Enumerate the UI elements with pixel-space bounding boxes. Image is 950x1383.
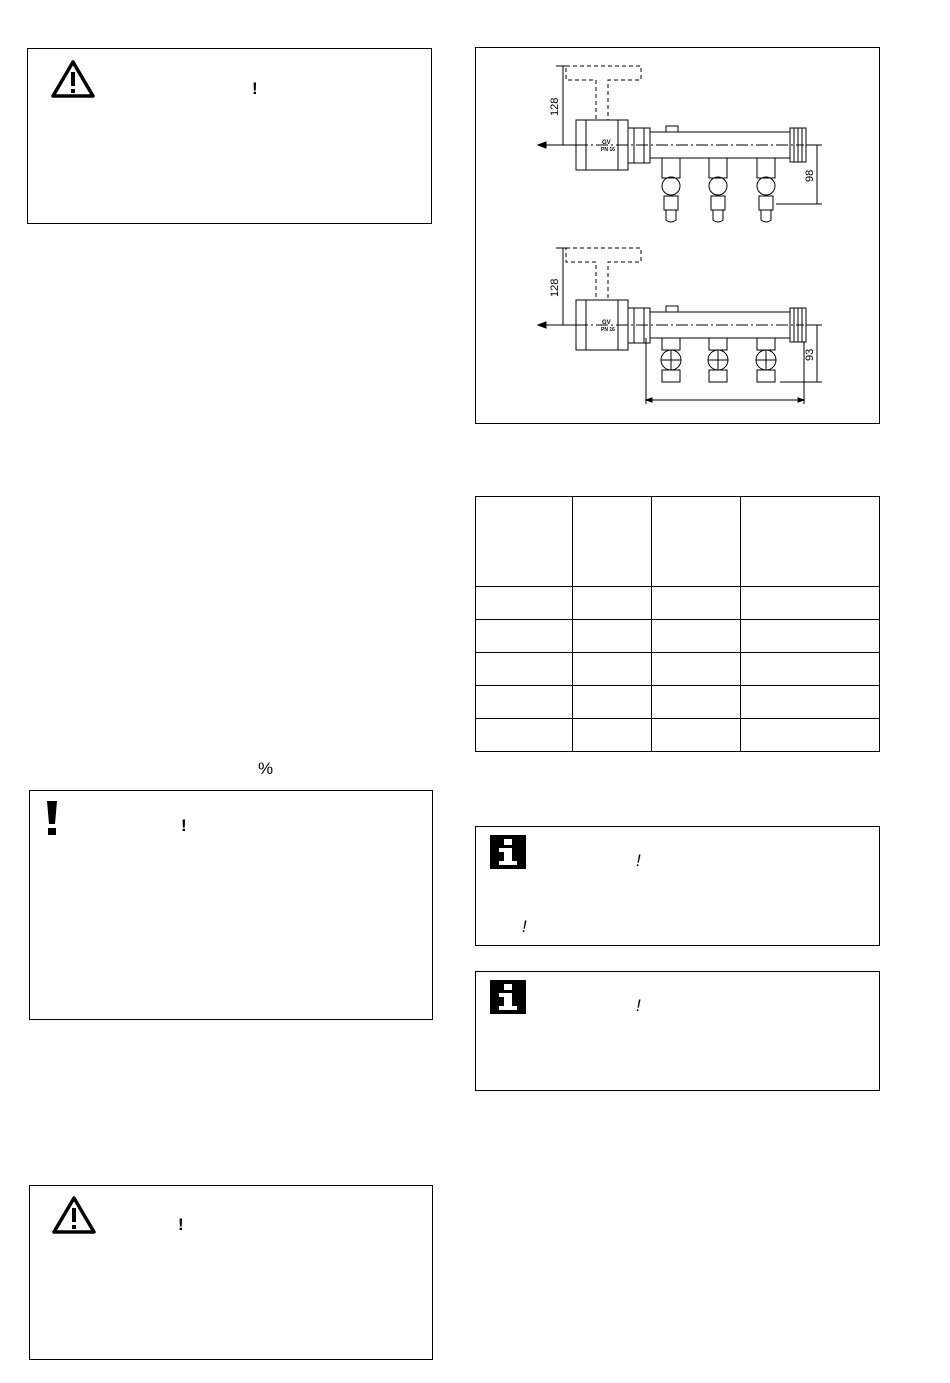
valve-marking-bottom-1: GV	[602, 320, 611, 326]
table-cell	[651, 719, 741, 752]
info-mark: !	[522, 917, 527, 936]
table-cell	[572, 653, 651, 686]
table-cell	[572, 719, 651, 752]
exclamation-icon	[44, 800, 60, 836]
table-row	[476, 653, 880, 686]
spec-table	[475, 496, 880, 752]
warning-mark: !	[252, 79, 258, 98]
percent-sign: %	[258, 759, 274, 778]
table-cell	[741, 497, 880, 587]
table-cell	[572, 686, 651, 719]
table-cell	[476, 620, 573, 653]
dim-top-height: 128	[549, 97, 561, 116]
manifold-top	[538, 66, 822, 222]
valve-marking-top-1: GV	[602, 140, 611, 146]
warning-box-top	[27, 48, 432, 224]
info-icon	[490, 835, 526, 869]
table-cell	[651, 497, 741, 587]
table-cell	[651, 686, 741, 719]
valve-marking-top-2: PN 16	[601, 147, 615, 153]
table-header-row	[476, 497, 880, 587]
table-cell	[572, 497, 651, 587]
info-mark: !	[636, 851, 641, 870]
warning-triangle-icon	[50, 59, 96, 99]
table-cell	[741, 653, 880, 686]
table-row	[476, 620, 880, 653]
table-cell	[741, 719, 880, 752]
table-cell	[476, 653, 573, 686]
table-cell	[476, 587, 573, 620]
table-row	[476, 719, 880, 752]
info-box-1	[475, 826, 880, 946]
table-row	[476, 686, 880, 719]
outlet-bottom-1	[661, 338, 681, 382]
table-cell	[572, 587, 651, 620]
outlet-top-3	[757, 158, 775, 222]
warning-box-bottom	[29, 1185, 433, 1360]
table-row	[476, 587, 880, 620]
manifold-bottom	[538, 248, 822, 404]
table-cell	[476, 719, 573, 752]
table-cell	[476, 497, 573, 587]
dim-top-spacing: 98	[804, 169, 816, 182]
outlet-top-2	[709, 158, 727, 222]
warning-triangle-icon	[51, 1195, 97, 1235]
caution-mark: !	[181, 816, 187, 835]
dim-bottom-spacing: 93	[804, 348, 816, 361]
technical-drawing-frame	[475, 47, 880, 424]
table-cell	[651, 587, 741, 620]
warning-mark: !	[178, 1215, 184, 1234]
table-cell	[651, 653, 741, 686]
table-cell	[741, 587, 880, 620]
valve-marking-bottom-2: PN 16	[601, 327, 615, 333]
dim-bottom-height: 128	[549, 278, 561, 297]
info-box-2	[475, 971, 880, 1091]
table-cell	[741, 620, 880, 653]
outlet-top-1	[662, 158, 680, 222]
info-icon	[490, 980, 526, 1014]
table-cell	[651, 620, 741, 653]
info-mark: !	[636, 996, 641, 1015]
manifold-drawing	[476, 48, 879, 423]
outlet-bottom-2	[708, 338, 728, 382]
outlet-bottom-3	[756, 338, 776, 382]
table-cell	[476, 686, 573, 719]
table-cell	[572, 620, 651, 653]
caution-box	[29, 790, 433, 1020]
table-cell	[741, 686, 880, 719]
